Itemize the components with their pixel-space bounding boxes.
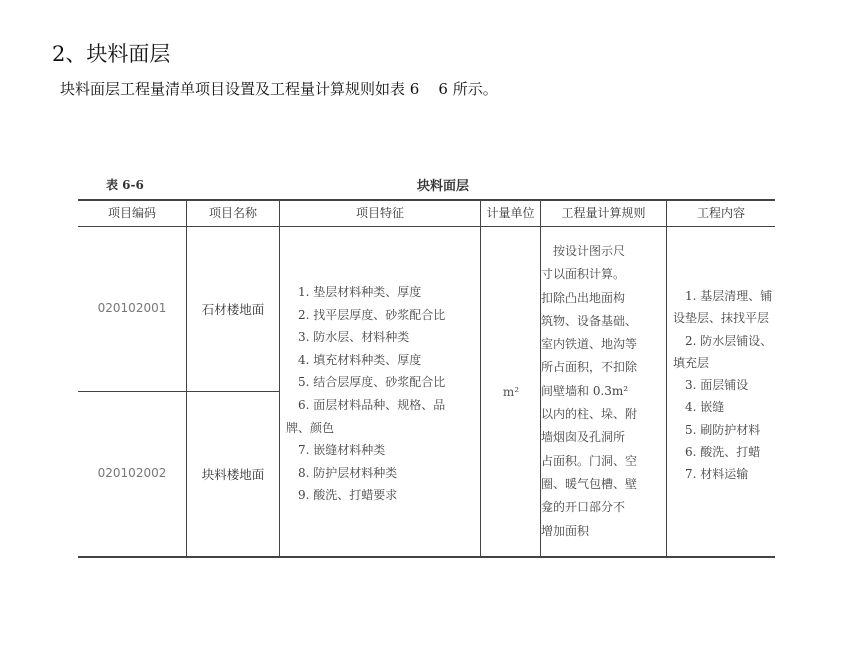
table-title: 块料面层 (416, 179, 469, 194)
header-cell: 项目名称 (208, 206, 257, 220)
header-bottom-rule (78, 226, 775, 227)
rule-line: 圈、暖气包槽、壁 (541, 476, 638, 491)
feature-item: 牌、颜色 (286, 420, 335, 435)
rule-line: 所占面积，不扣除 (541, 360, 638, 375)
rule-line: 龛的开口部分不 (541, 500, 626, 515)
content-line: 设垫层、抹找平层 (673, 311, 770, 326)
header-cell: 项目特征 (355, 206, 404, 220)
header-cell: 项目编码 (107, 206, 156, 220)
content-line: 7. 材料运输 (685, 467, 749, 482)
column-divider (279, 200, 280, 557)
content-line: 1. 基层清理、铺 (685, 289, 773, 303)
feature-item: 7. 嵌缝材料种类 (298, 443, 386, 458)
feature-item: 4. 填充材料种类、厚度 (298, 352, 422, 367)
section-heading: 2、块料面层 (52, 42, 171, 66)
feature-list (286, 281, 476, 507)
feature-item: 3. 防水层、材料种类 (298, 330, 410, 345)
header-cell: 工程内容 (696, 206, 745, 220)
rule-line: 室内铁道、地沟等 (541, 337, 638, 352)
content-line: 填充层 (673, 355, 710, 370)
rule-line: 间壁墙和 0.3m² (541, 383, 629, 398)
feature-item: 2. 找平层厚度、砂浆配合比 (298, 307, 446, 322)
rule-line: 增加面积 (541, 523, 590, 538)
rule-line: 墙烟囱及孔洞所 (541, 430, 626, 445)
feature-item: 8. 防护层材料种类 (298, 465, 398, 480)
rule-line: 占面积。门洞、空 (541, 453, 638, 468)
calculation-rules (541, 240, 663, 543)
rule-line: 按设计图示尺 (553, 244, 626, 258)
column-divider (666, 200, 667, 557)
item-name: 块料楼地面 (201, 467, 265, 482)
content-line: 4. 嵌缝 (685, 400, 725, 415)
column-divider (186, 200, 187, 557)
rule-line: 以内的柱、垛、附 (541, 407, 638, 422)
intro-paragraph: 块料面层工程量清单项目设置及工程量计算规则如表 6 6 所示。 (60, 80, 498, 98)
feature-item: 9. 酸洗、打蜡要求 (298, 488, 398, 503)
feature-item: 6. 面层材料品种、规格、品 (298, 397, 446, 412)
header-cell: 计量单位 (486, 206, 535, 220)
rule-line: 寸以面积计算。 (541, 267, 626, 282)
rule-line: 筑物、设备基础、 (541, 313, 638, 328)
row-divider (78, 391, 279, 392)
column-divider (480, 200, 481, 557)
table-number: 表 6-6 (106, 178, 144, 192)
feature-item: 5. 结合层厚度、砂浆配合比 (298, 375, 446, 390)
item-code: 020102002 (97, 466, 167, 480)
table-bottom-rule (78, 556, 775, 558)
rule-line: 扣除凸出地面构 (541, 290, 626, 305)
unit-cell: m² (502, 385, 520, 399)
header-cell: 工程量计算规则 (561, 206, 646, 220)
content-line: 3. 面层铺设 (685, 378, 749, 393)
content-line: 2. 防水层铺设、 (685, 333, 773, 348)
item-name: 石材楼地面 (201, 302, 265, 317)
item-code: 020102001 (97, 301, 167, 315)
content-line: 5. 刷防护材料 (685, 422, 761, 437)
work-content (673, 285, 773, 486)
feature-item: 1. 垫层材料种类、厚度 (298, 285, 422, 299)
content-line: 6. 酸洗、打蜡 (685, 445, 761, 460)
